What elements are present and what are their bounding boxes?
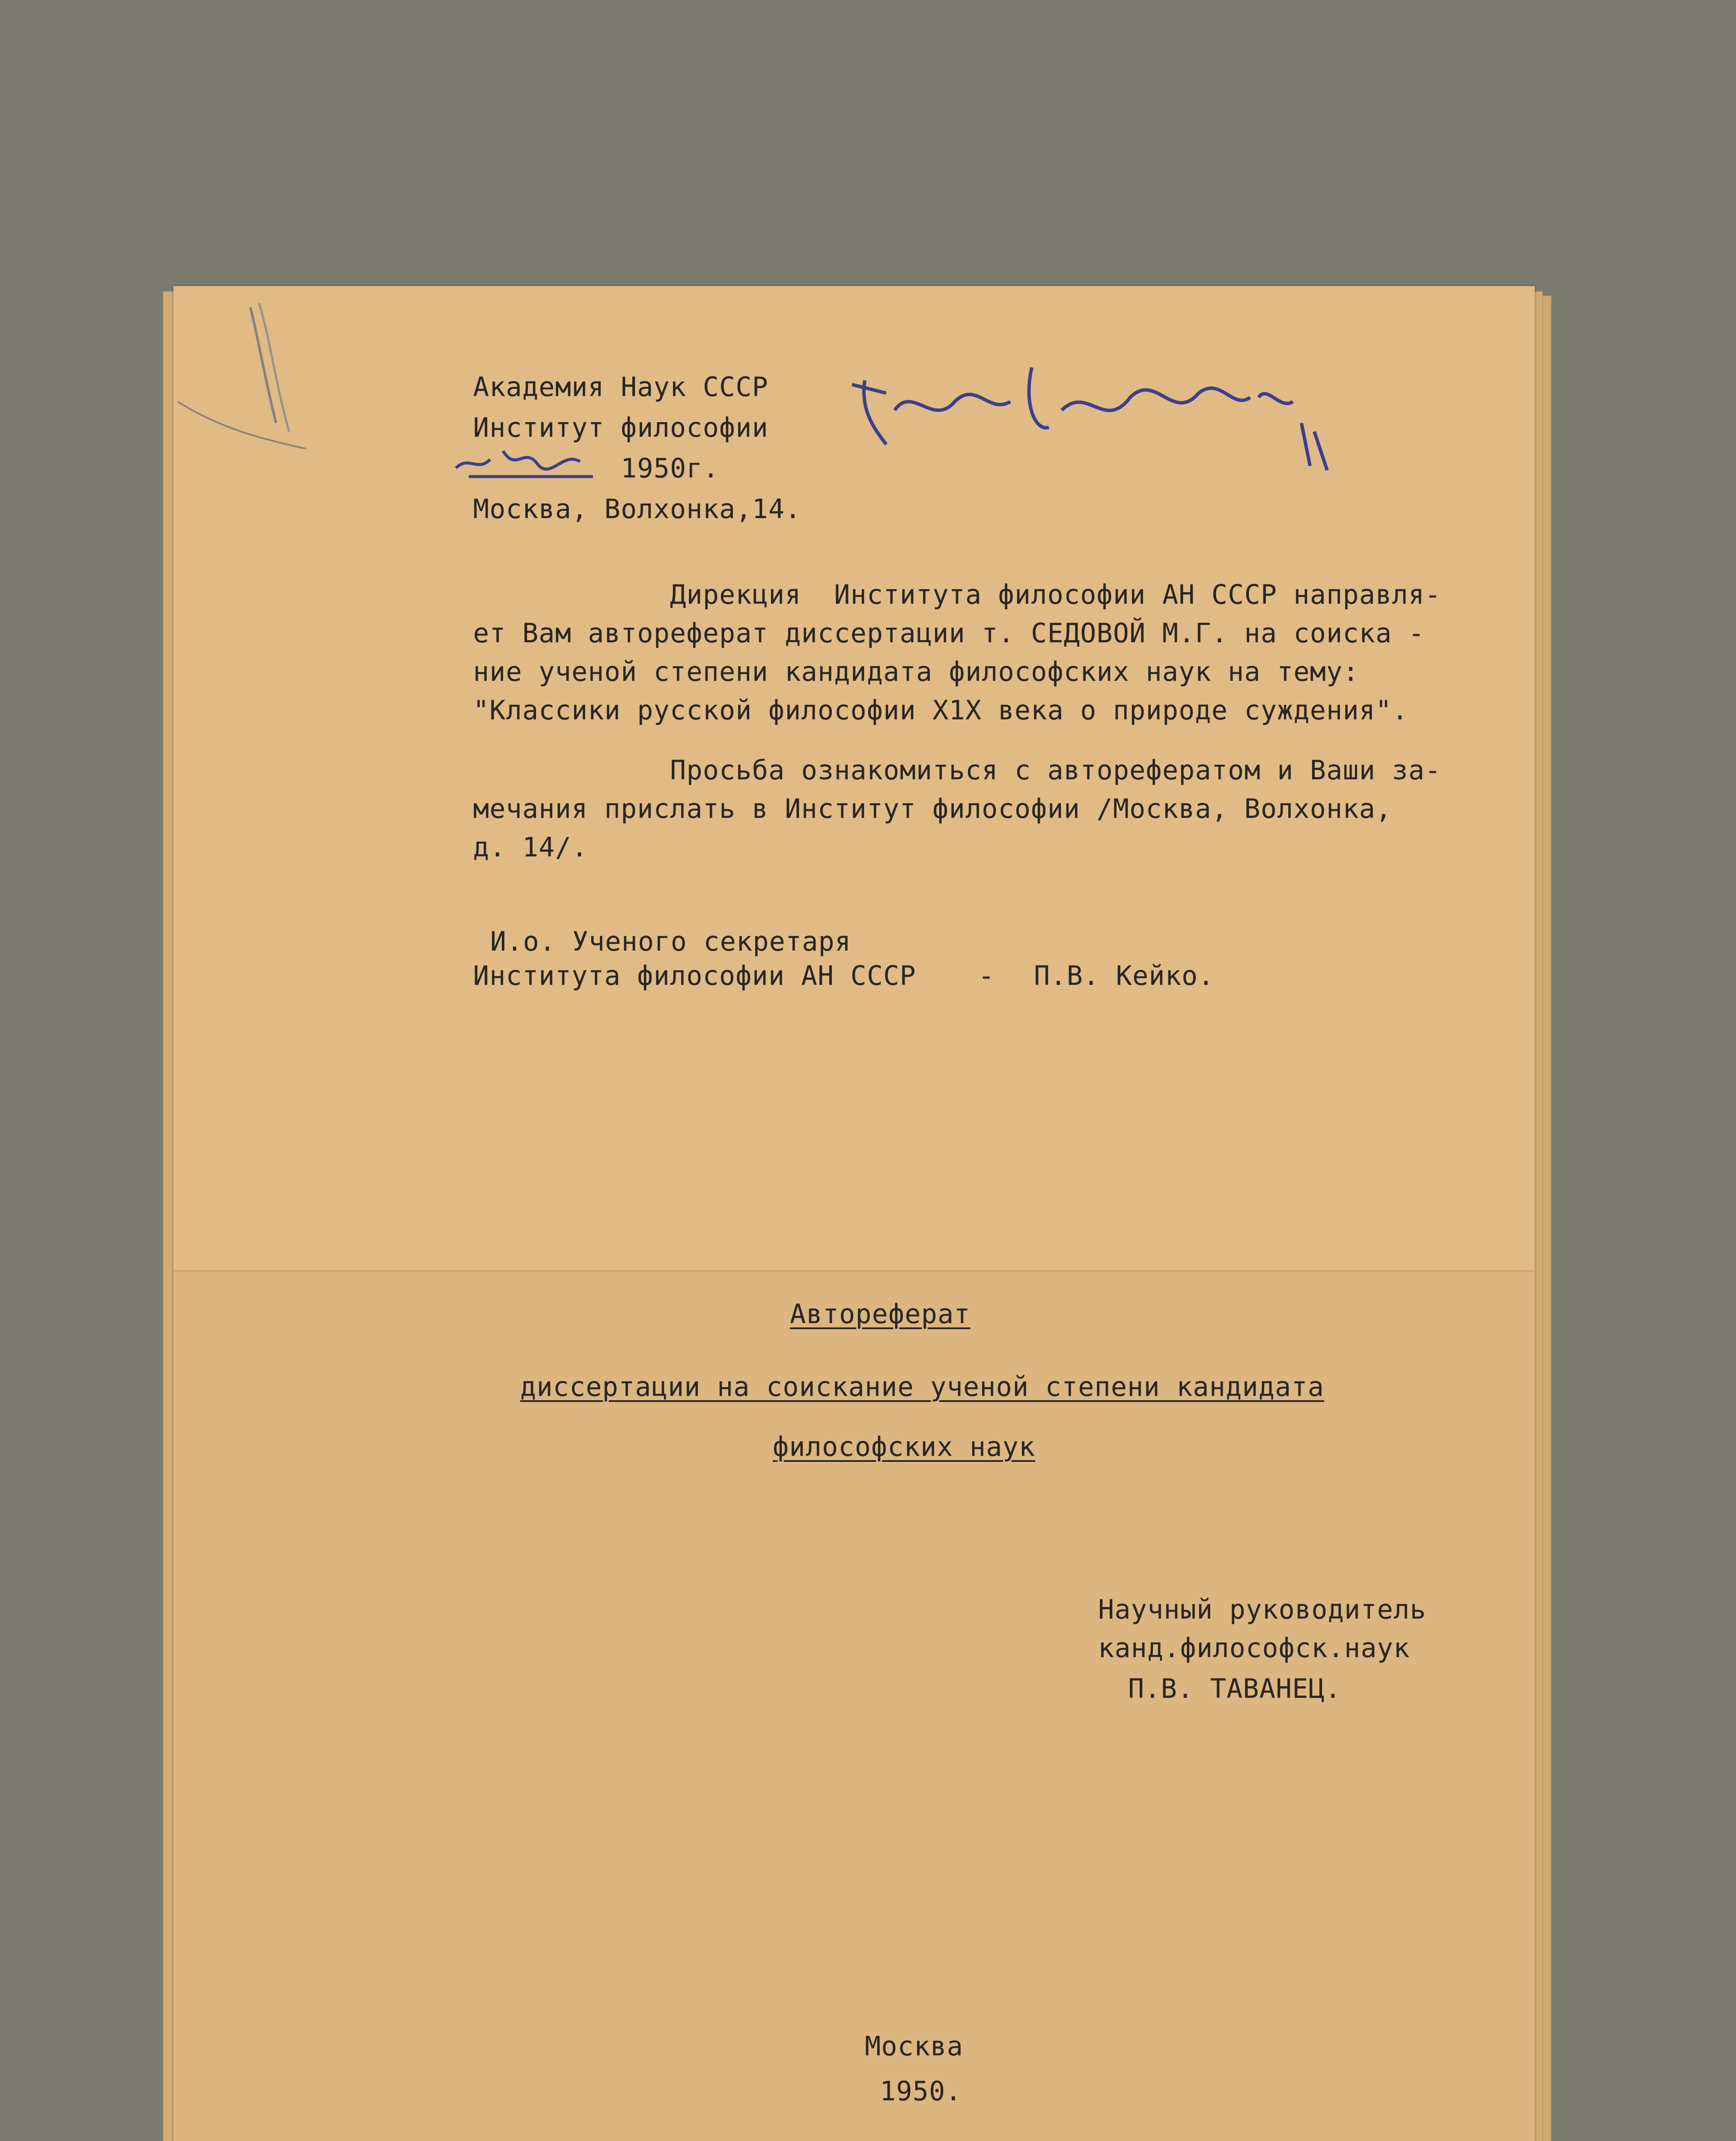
supervisor-label: Научный руководитель — [1098, 1594, 1426, 1625]
header-address: Москва, Волхонка,14. — [473, 493, 801, 525]
body-line-4: "Классики русской философии X1X века о природе суждения". — [473, 695, 1408, 726]
header-year: 1950г. — [621, 453, 719, 484]
fold-line — [173, 1270, 1535, 1272]
signature-line-1: И.о. Ученого секретаря — [490, 926, 852, 957]
header-academy: Академия Наук СССР — [473, 371, 768, 403]
binding-thread-icon — [178, 295, 332, 449]
body-line-5: Просьба ознакомиться с авторефератом и Ваши за- — [670, 754, 1441, 786]
handwritten-note-signature — [848, 346, 1331, 474]
supervisor-name: П.В. ТАВАНЕЦ. — [1128, 1673, 1342, 1704]
header-institute: Институт философии — [473, 412, 768, 443]
supervisor-degree: канд.философск.наук — [1098, 1632, 1410, 1664]
signature-dash: - — [978, 960, 995, 991]
title-autoreferat: Автореферат — [790, 1298, 971, 1330]
handwritten-date — [452, 438, 614, 481]
document-sheet — [173, 286, 1535, 2141]
title-dissertation-line: диссертации на соискание ученой степени кандидата — [520, 1371, 1325, 1402]
body-line-1: Дирекция Института философии АН СССР направля- — [670, 579, 1441, 610]
footer-year: 1950. — [880, 2075, 962, 2107]
body-line-2: ет Вам автореферат диссертации т. СЕДОВОЙ М.Г. на соиска - — [473, 617, 1425, 649]
signature-name: П.В. Кейко. — [1034, 960, 1215, 991]
title-philosophy-sciences: философских наук — [773, 1431, 1036, 1462]
body-line-6: мечания прислать в Институт философии /Москва, Волхонка, — [473, 793, 1392, 824]
body-line-3: ние ученой степени кандидата философских наук на тему: — [473, 656, 1359, 687]
footer-city: Москва — [865, 2031, 963, 2062]
signature-line-2-left: Института философии АН СССР — [473, 960, 916, 991]
body-line-7: д. 14/. — [473, 832, 588, 863]
